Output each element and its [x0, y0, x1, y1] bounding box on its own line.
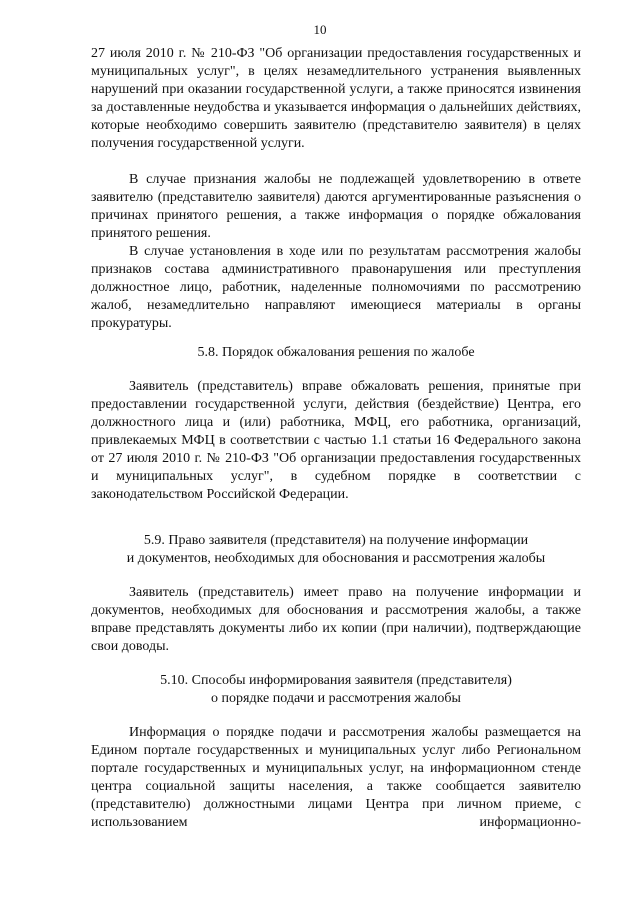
paragraph-violation-found: В случае установления в ходе или по результатам рассмотрения жалобы признаков состава административного правонарушения или преступления должностное лицо, работник, наделенные полномочиями по рассмотрению жалоб, незамедлительно направляют имеющиеся материалы в органы прокуратуры. [91, 244, 581, 331]
heading-5-9-line-1: 5.9. Право заявителя (представителя) на получение информации [143, 533, 529, 548]
heading-5-9 [91, 532, 581, 568]
heading-5-10-line-1: 5.10. Способы информирования заявителя (представителя) [160, 673, 512, 688]
paragraph-continuation: 27 июля 2010 г. № 210-ФЗ "Об организации предоставления государственных и муниципальных услуг", в целях незамедлительного устранения выявленных нарушений при оказании государственной услуги, а также приносятся извинения за доставленные неудобства и указывается информация о дальнейших действиях, которые необходимо совершить заявителю (представителю заявителя) в целях получения государственной услуги. [91, 46, 581, 151]
page-number: 10 [313, 22, 327, 37]
paragraph-complaint-rejected: В случае признания жалобы не подлежащей удовлетворению в ответе заявителю (представителю заявителя) даются аргументированные разъяснения о причинах принятого решения, а также информация о порядке обжалования принятого решения. [91, 172, 581, 241]
heading-5-10 [91, 672, 581, 708]
heading-5-8: 5.8. Порядок обжалования решения по жалобе [197, 345, 475, 360]
paragraph-informing-methods: Информация о порядке подачи и рассмотрения жалобы размещается на Едином портале государственных и муниципальных услуг либо Региональном портале государственных и муниципальных услуг, на информационном стенде центра социальной защиты населения, а также сообщается заявителю (представителю) должностными лицами Центра при личном приеме, с использованием информационно- [91, 725, 581, 830]
heading-5-9-line-2: и документов, необходимых для обоснования и рассмотрения жалобы [126, 551, 546, 566]
heading-5-10-line-2: о порядке подачи и рассмотрения жалобы [211, 691, 461, 706]
paragraph-appeal-right: Заявитель (представитель) вправе обжаловать решения, принятые при предоставлении государственной услуги, действия (бездействие) Центра, его должностного лица и (или) работника, МФЦ, его работника, организаций, привлекаемых МФЦ в соответствии с частью 1.1 статьи 16 Федерального закона от 27 июля 2010 г. № 210-ФЗ "Об организации предоставления государственных и муниципальных услуг", в судебном порядке в соответствии с законодательством Российской Федерации. [91, 379, 581, 502]
paragraph-information-right: Заявитель (представитель) имеет право на получение информации и документов, необходимых для обоснования и рассмотрения жалобы, а также вправе представлять документы либо их копии (при наличии), подтверждающие свои доводы. [91, 585, 581, 654]
